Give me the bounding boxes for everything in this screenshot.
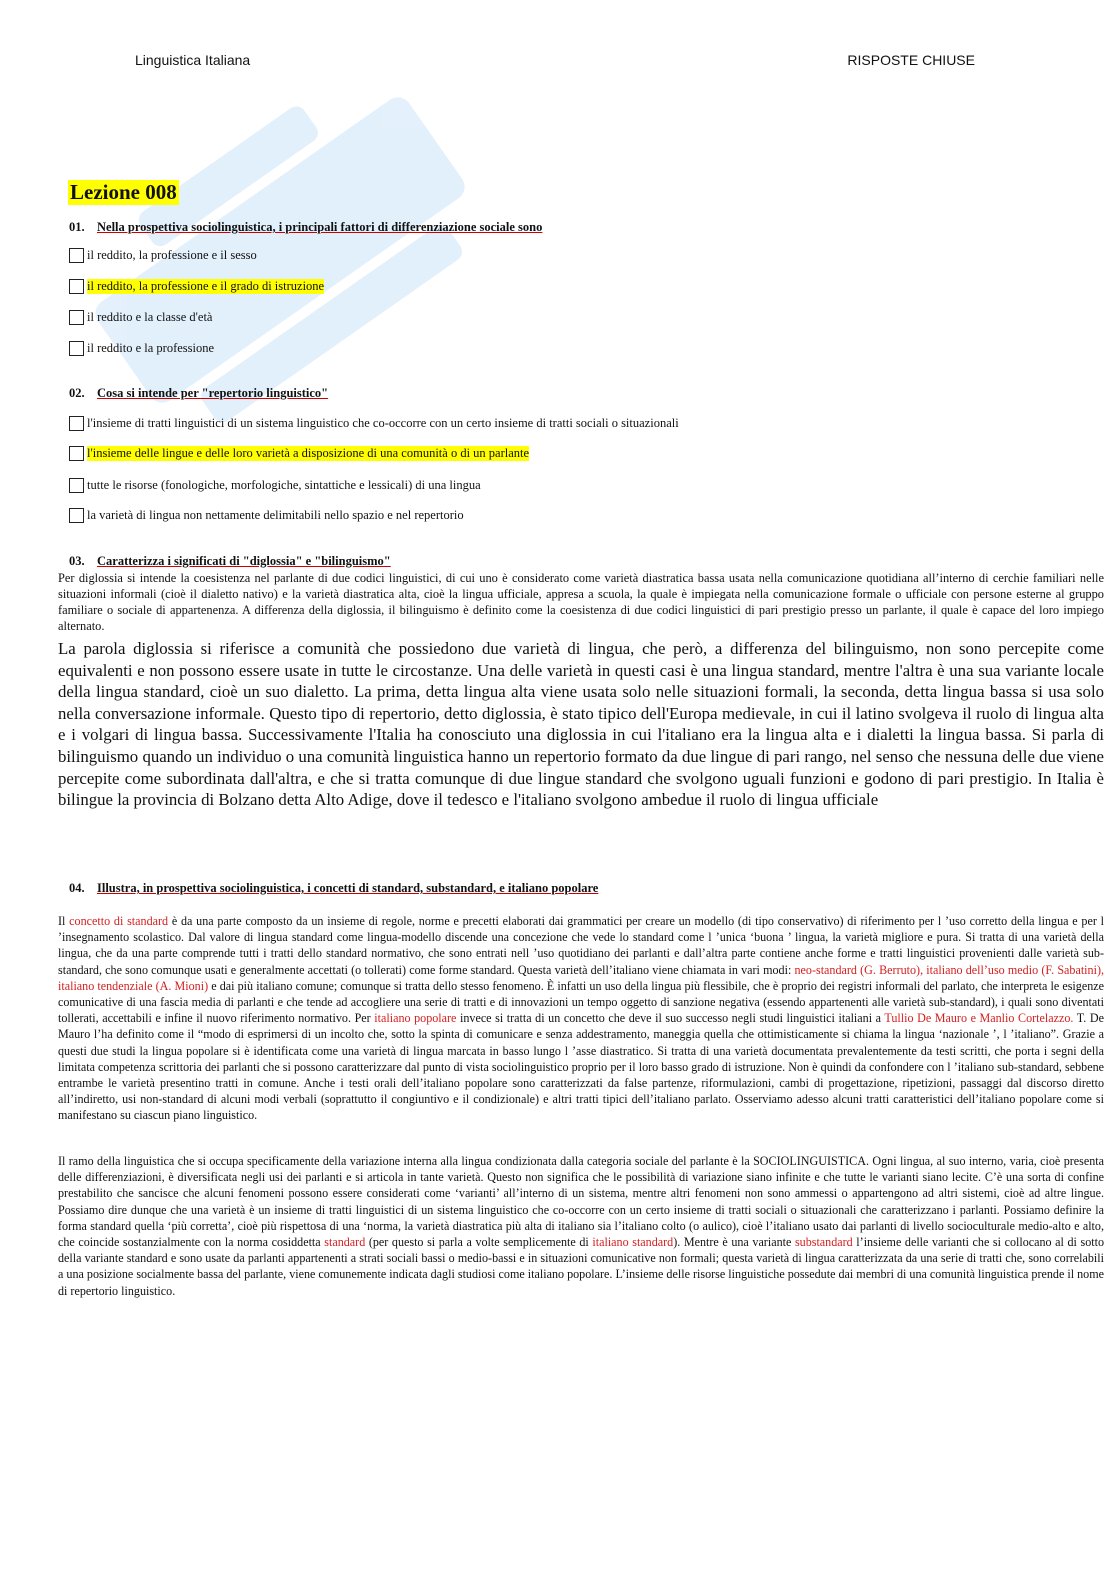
option-label: tutte le risorse (fonologiche, morfologiche, sintattiche e lessicali) di una lingua xyxy=(87,478,481,492)
option-label-highlighted: il reddito, la professione e il grado di istruzione xyxy=(87,279,325,293)
red-term: italiano standard xyxy=(592,1235,674,1250)
question-number: 04. xyxy=(69,881,85,895)
question-number: 03. xyxy=(69,554,85,568)
option-q1-a[interactable] xyxy=(69,248,257,263)
checkbox[interactable] xyxy=(69,248,84,263)
question-01 xyxy=(69,220,542,235)
option-label-highlighted: l'insieme delle lingue e delle loro varietà a disposizione di una comunità o di un parlante xyxy=(87,446,530,460)
red-term: neo-standard (G. Berruto), italiano dell’uso medio (F. Sabatini), italiano tendenziale (A. Mioni) xyxy=(58,962,1104,993)
lesson-title: Lezione 008 xyxy=(70,180,177,204)
answer-paragraph: Il concetto di standard è da una parte composto da un insieme di regole, norme e precetti elaborati dai grammatici per creare un modello (di tipo conservativo) di riferimento per l ’uso corretto della lingua e per l ’insegnamento scolastico. Dal valore di lingua standard come lingua-modello discende una concezione che vede lo standard come l ’unica ‘buona ’ lingua, la varietà migliore e pura. Si tratta di una varietà della lingua, che da una parte comprende tutti i tratti dello standard normativo, che sono entrati nell ’uso quotidiano dei parlanti e dall’altra parte contiene anche forme e tratti linguistici provenienti dalle varietà sub-standard, che sono comunque usati e generalmente accettati (o tollerati) come forme standard. Questa varietà dell’italiano viene chiamata in vari modi: neo-standard (G. Berruto), italiano dell’uso medio (F. Sabatini), italiano tendenziale (A. Mioni) e dai più italiano comune; comunque si tratta dello stesso fenomeno. È infatti un uso della lingua più flessibile, che è proprio dei registri informali del parlato, che interpreta le esigenze comunicative di una fascia media di parlanti e che tende ad accogliere una serie di tratti e di innovazioni un tempo oggetto di sanzione negativa (essendo appartenenti alle varietà sub-standard), i quali sono diventati tollerati, accettabili e infine il nuovo riferimento normativo. Per italiano popolare invece si tratta di un concetto che deve il suo successo negli studi linguistici italiani a Tullio De Mauro e Manlio Cortelazzo. T. De Mauro l’ha definito come il “modo di esprimersi di un incolto che, sotto la spinta di comunicare e senza addestramento, maneggia quella che ottimisticamente si chiama la lingua ‘nazionale ’, l ’italiano”. Grazie a questi due studi la lingua popolare si è identificata come una varietà di lingua marcata in basso lungo l ’asse diastratico. Si tratta di una varietà documentata prevalentemente da testi scritti, che porta i segni della limitata competenza scrittoria dei parlanti che si possono caratterizzare dal punto di vista sociolinguistico proprio per il loro basso grado di istruzione. Non è quindi da confondere con l ’italiano sub-standard, sebbene entrambe le varietà presentino tratti in comune. Anche i testi orali dell’italiano popolare sono caratterizzati da false partenze, riformulazioni, cambi di progettazione, ripetizioni, passaggi dal discorso diretto all’indiretto, usi non-standard di alcuni modi verbali (soprattutto il congiuntivo e il condizionale) e altri tratti tipici dell’italiano parlato. Osserviamo adesso alcuni tratti caratteristici dell’italiano popolare come si manifestano su ciascun piano linguistico. xyxy=(58,914,1104,1123)
option-q2-d[interactable] xyxy=(69,508,464,523)
question-04 xyxy=(69,881,598,896)
checkbox[interactable] xyxy=(69,310,84,325)
option-label: il reddito e la classe d'età xyxy=(87,310,213,324)
answer-paragraph: Per diglossia si intende la coesistenza nel parlante di due codici linguistici, di cui uno è considerato come varietà diastratica bassa usata nella comunicazione quotidiana all’interno di cerchie familiari nelle situazioni informali (cioè il dialetto nativo) e la varietà diastratica alta, cioè la lingua ufficiale, appresa a scuola, la quale è impiegata nella comunicazione formale o ufficiale con persone esterne al gruppo familiare o sociale di appartenenza. A differenza della diglossia, il bilinguismo è definito come la coesistenza di due codici linguistici di pari prestigio presso un parlante, il quale è capace del loro impiego alternato. xyxy=(58,571,1104,633)
header-section-title: RISPOSTE CHIUSE xyxy=(847,52,975,68)
question-text: Cosa si intende per "repertorio linguistico" xyxy=(97,386,329,400)
option-q2-c[interactable] xyxy=(69,478,481,493)
answer-paragraph-large: La parola diglossia si riferisce a comunità che possiedono due varietà di lingua, che però, a differenza del bilinguismo, non sono percepite come equivalenti e non possono essere usate in tutte le circostanze. Una delle varietà in questi casi è una lingua standard, mentre l'altra è una sua variante locale della lingua standard, cioè un suo dialetto. La prima, detta lingua alta viene usata solo nelle situazioni formali, la seconda, detta lingua bassa si usa solo nella conversazione informale. Questo tipo di repertorio, detto diglossia, è stato tipico dell'Europa medievale, in cui il latino svolgeva il ruolo di lingua alta e i volgari di lingua bassa. Successivamente l'Italia ha conosciuto una diglossia in cui l'italiano era la lingua alta e i dialetti la lingua bassa. Si parla di bilinguismo quando un individuo o una comunità linguistica hanno un repertorio formato da due lingue di pari rango, nel senso che nessuna delle due viene percepite come subordinata dall'altra, e che si tratta comunque di due lingue standard che svolgono uguali funzioni e godono di pari prestigio. In Italia è bilingue la provincia di Bolzano detta Alto Adige, dove il tedesco e l'italiano svolgono ambedue il ruolo di lingua ufficiale xyxy=(58,639,1104,810)
red-term: italiano popolare xyxy=(374,1011,457,1026)
checkbox[interactable] xyxy=(69,478,84,493)
question-number: 02. xyxy=(69,386,85,400)
option-label: il reddito, la professione e il sesso xyxy=(87,248,257,262)
red-term: Tullio De Mauro e Manlio Cortelazzo. xyxy=(884,1011,1074,1026)
option-label: l'insieme di tratti linguistici di un sistema linguistico che co-occorre con un certo insieme di tratti sociali o situazionali xyxy=(87,416,679,430)
checkbox[interactable] xyxy=(69,341,84,356)
question-number: 01. xyxy=(69,220,85,234)
option-q1-d[interactable] xyxy=(69,341,214,356)
question-text: Caratterizza i significati di "diglossia" e "bilinguismo" xyxy=(97,554,391,568)
question-text: Illustra, in prospettiva sociolinguistica, i concetti di standard, substandard, e italiano popolare xyxy=(97,881,599,895)
option-q1-c[interactable] xyxy=(69,310,212,325)
option-label: il reddito e la professione xyxy=(87,341,215,355)
question-03 xyxy=(69,554,391,569)
checkbox[interactable] xyxy=(69,416,84,431)
checkbox[interactable] xyxy=(69,446,84,461)
option-q2-a[interactable] xyxy=(69,416,679,431)
option-label: la varietà di lingua non nettamente delimitabili nello spazio e nel repertorio xyxy=(87,508,464,522)
option-q2-b[interactable] xyxy=(69,446,529,461)
red-term: substandard xyxy=(794,1235,853,1250)
checkbox[interactable] xyxy=(69,279,84,294)
header-course-title: Linguistica Italiana xyxy=(135,52,251,68)
red-term: standard xyxy=(324,1235,366,1250)
red-term: concetto di standard xyxy=(69,914,169,928)
question-02 xyxy=(69,386,328,401)
option-q1-b[interactable] xyxy=(69,279,324,294)
question-text: Nella prospettiva sociolinguistica, i principali fattori di differenziazione sociale sono xyxy=(97,220,543,234)
answer-paragraph: Il ramo della linguistica che si occupa specificamente della variazione interna alla lingua condizionata dalla categoria sociale del parlante è la SOCIOLINGUISTICA. Ogni lingua, al suo interno, varia, cioè presenta delle differenziazioni, è diversificata negli usi dei parlanti e si articola in tante varietà. Questo non significa che le possibilità di variazione siano infinite e che tutte le varianti siano lecite. C’è una sorta di confine prestabilito che sancisce che alcuni fenomeni possono essere considerati come ‘varianti’ all’interno di un sistema, mentre altri fenomeni non sono ammessi o appartengono ad altri sistemi, cioè ad altre lingue. Possiamo dire dunque che una varietà è un insieme di tratti linguistici di un sistema linguistico che co-occorre con un certo insieme di tratti sociali o situazionali che caratterizzano i parlanti. Possiamo definire la forma standard quella ‘più corretta’, cioè più rispettosa di una ‘norma, la varietà diastratica più alta di italiano sia l’italiano colto (o aulico), cioè l’italiano usato dai parlanti di livello socioculturale medio-alto e alto, che coincide sostanzialmente con la norma cosiddetta standard (per questo si parla a volte semplicemente di italiano standard). Mentre è una variante substandard l’insieme delle varianti che si collocano al di sotto della variante standard e sono usate da parlanti appartenenti a strati sociali bassi o medio-bassi e in situazioni comunicative non formali; questa varietà di lingua caratterizzata da una serie di tratti che, sono correlabili a una posizione socialmente bassa del parlante, viene comunemente indicata dagli studiosi come italiano popolare. L’insieme delle risorse linguistiche possedute dai membri di una comunità linguistica prende il nome di repertorio linguistico. xyxy=(58,1154,1105,1298)
checkbox[interactable] xyxy=(69,508,84,523)
